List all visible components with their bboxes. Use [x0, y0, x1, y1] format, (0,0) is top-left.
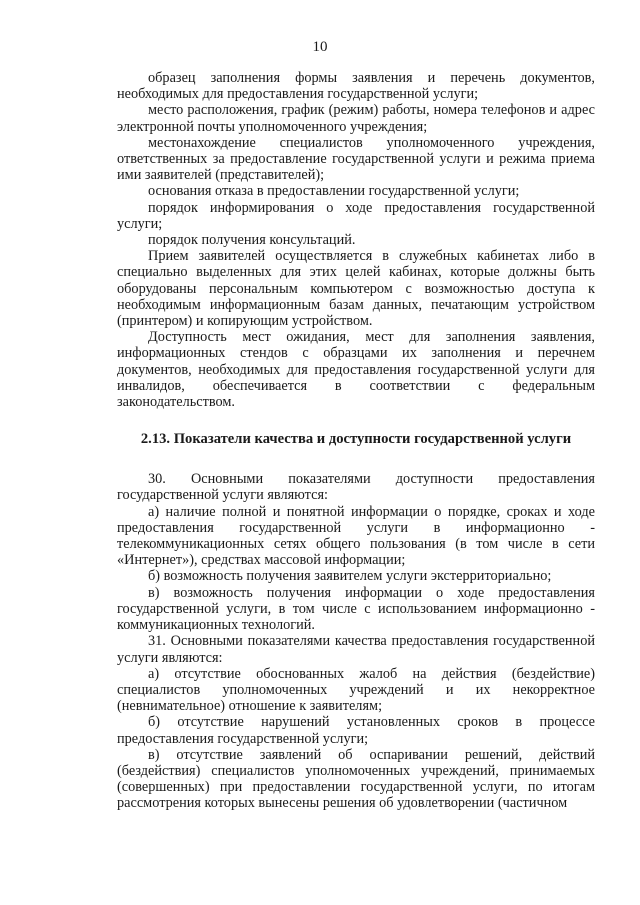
- paragraph: б) возможность получения заявителем услуги экстерриториально;: [148, 568, 552, 585]
- paragraph: образец заполнения формы заявления и перечень документов, необходимых для предоставления государственной услуги;: [117, 70, 595, 103]
- paragraph: основания отказа в предоставлении государственной услуги;: [148, 183, 520, 200]
- paragraph: место расположения, график (режим) работы, номера телефонов и адрес электронной почты уполномоченного учреждения;: [117, 102, 595, 135]
- paragraph: в) возможность получения информации о ходе предоставления государственной услуги, в том числе с использованием информационно - коммуникационных технологий.: [117, 584, 595, 634]
- paragraph: местонахождение специалистов уполномоченного учреждения, ответственных за предоставление государственной услуги и режима приема ими заявителей (представителей);: [117, 134, 595, 184]
- paragraph: Доступность мест ожидания, мест для заполнения заявления, информационных стендов с образцами их заполнения и перечнем документов, необходимых для предоставления государственной услуги для инвалидов, обеспечивается в соответствии с федеральным законодательством.: [117, 329, 595, 411]
- paragraph: порядок получения консультаций.: [148, 232, 356, 249]
- paragraph: Прием заявителей осуществляется в служебных кабинетах либо в специально выделенных для этих целей кабинах, которые должны быть оборудованы персональным компьютером с возможностью доступа к необходимым информационным базам данных, печатающим устройством (принтером) и копирующим устройством.: [117, 248, 595, 330]
- paragraph: порядок информирования о ходе предоставления государственной услуги;: [117, 199, 595, 232]
- paragraph: а) отсутствие обоснованных жалоб на действия (бездействие) специалистов уполномоченных учреждений и их некорректное (невнимательное) отношение к заявителям;: [117, 665, 595, 715]
- paragraph: а) наличие полной и понятной информации о порядке, сроках и ходе предоставления государственной услуги в информационно - телекоммуникационных сетях общего пользования (в том числе в сети «Интернет»), средствах массовой информации;: [117, 503, 595, 569]
- paragraph: 30. Основными показателями доступности предоставления государственной услуги являются:: [117, 471, 595, 504]
- paragraph: в) отсутствие заявлений об оспаривании решений, действий (бездействия) специалистов уполномоченных учреждений, принимаемых (совершенных) при предоставлении государственной услуги, по итогам рассмотрения которых вынесены решения об удовлетворении (частичном: [117, 746, 595, 812]
- section-heading: 2.13. Показатели качества и доступности государственной услуги: [140, 431, 572, 448]
- document-body: [117, 70, 595, 812]
- paragraph: 31. Основными показателями качества предоставления государственной услуги являются:: [117, 633, 595, 666]
- page-number: 10: [312, 39, 328, 55]
- paragraph: б) отсутствие нарушений установленных сроков в процессе предоставления государственной услуги;: [117, 714, 595, 747]
